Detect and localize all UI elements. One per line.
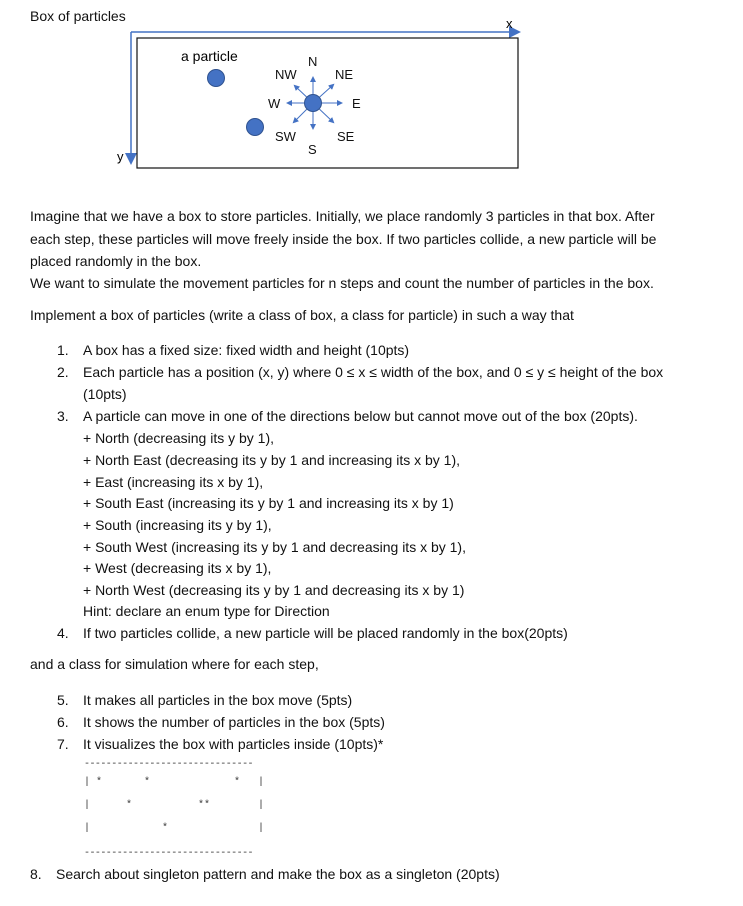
direction-south: + South (increasing its y by 1), [83,517,272,533]
list-number: 4. [57,625,69,641]
list-number: 6. [57,714,69,730]
implement-text: Implement a box of particles (write a class of box, a class for particle) in such a way that [30,307,574,323]
y-axis-label: y [117,149,124,164]
list-number: 1. [57,342,69,358]
list-item: A particle can move in one of the directions below but cannot move out of the box (20pts). [83,408,638,424]
page-title: Box of particles [30,8,126,24]
hint-text: Hint: declare an enum type for Direction [83,603,330,619]
direction-n: N [308,54,318,69]
list-item: A box has a fixed size: fixed width and height (10pts) [83,342,410,358]
direction-se: SE [337,129,355,144]
moving-particle [305,95,322,112]
list-item: If two particles collide, a new particle will be placed randomly in the box(20pts) [83,625,568,641]
direction-nw: NW [275,67,297,82]
text-line: Imagine that we have a box to store particles. Initially, we place randomly 3 particles in that box. After [30,208,655,224]
list-item: Each particle has a position (x, y) where 0 ≤ x ≤ width of the box, and 0 ≤ y ≤ height of the box [83,364,664,380]
direction-s: S [308,142,317,157]
ascii-line: | * | [84,823,265,834]
list-number: 2. [57,364,69,380]
direction-sw: SW [275,129,296,144]
direction-ne: NE [335,67,354,82]
direction-north: + North (decreasing its y by 1), [83,430,275,446]
direction-south-east: + South East (increasing its y by 1 and increasing its x by 1) [83,495,454,511]
direction-e: E [352,96,361,111]
list-item: It makes all particles in the box move (5pts) [83,692,353,708]
simulation-intro: and a class for simulation where for each step, [30,656,319,672]
direction-south-west: + South West (increasing its y by 1 and decreasing its x by 1), [83,539,466,555]
list-number: 7. [57,736,69,752]
list-number: 8. [30,866,42,882]
ascii-line: ------------------------------- [84,759,253,770]
direction-north-west: + North West (decreasing its y by 1 and decreasing its x by 1) [83,582,465,598]
particle-label: a particle [181,48,238,64]
list-item: It visualizes the box with particles inside (10pts)* [83,736,384,752]
particle [247,119,264,136]
ascii-line: | * ** | [84,800,265,811]
list-item: Search about singleton pattern and make the box as a singleton (20pts) [56,866,500,882]
box-diagram [0,0,743,180]
direction-east: + East (increasing its x by 1), [83,474,264,490]
ascii-line: | * * * | [84,777,265,788]
text-line: placed randomly in the box. [30,253,202,269]
list-number: 3. [57,408,69,424]
list-item: It shows the number of particles in the box (5pts) [83,714,385,730]
ascii-line: ------------------------------- [84,848,253,859]
x-axis-label: x [506,16,513,31]
text-line: We want to simulate the movement particles for n steps and count the number of particles in the box. [30,275,654,291]
direction-north-east: + North East (decreasing its y by 1 and increasing its x by 1), [83,452,461,468]
text-line: each step, these particles will move freely inside the box. If two particles collide, a new particle will be [30,231,657,247]
direction-west: + West (decreasing its x by 1), [83,560,272,576]
list-number: 5. [57,692,69,708]
particle [208,70,225,87]
direction-w: W [268,96,281,111]
list-item: (10pts) [83,386,127,402]
